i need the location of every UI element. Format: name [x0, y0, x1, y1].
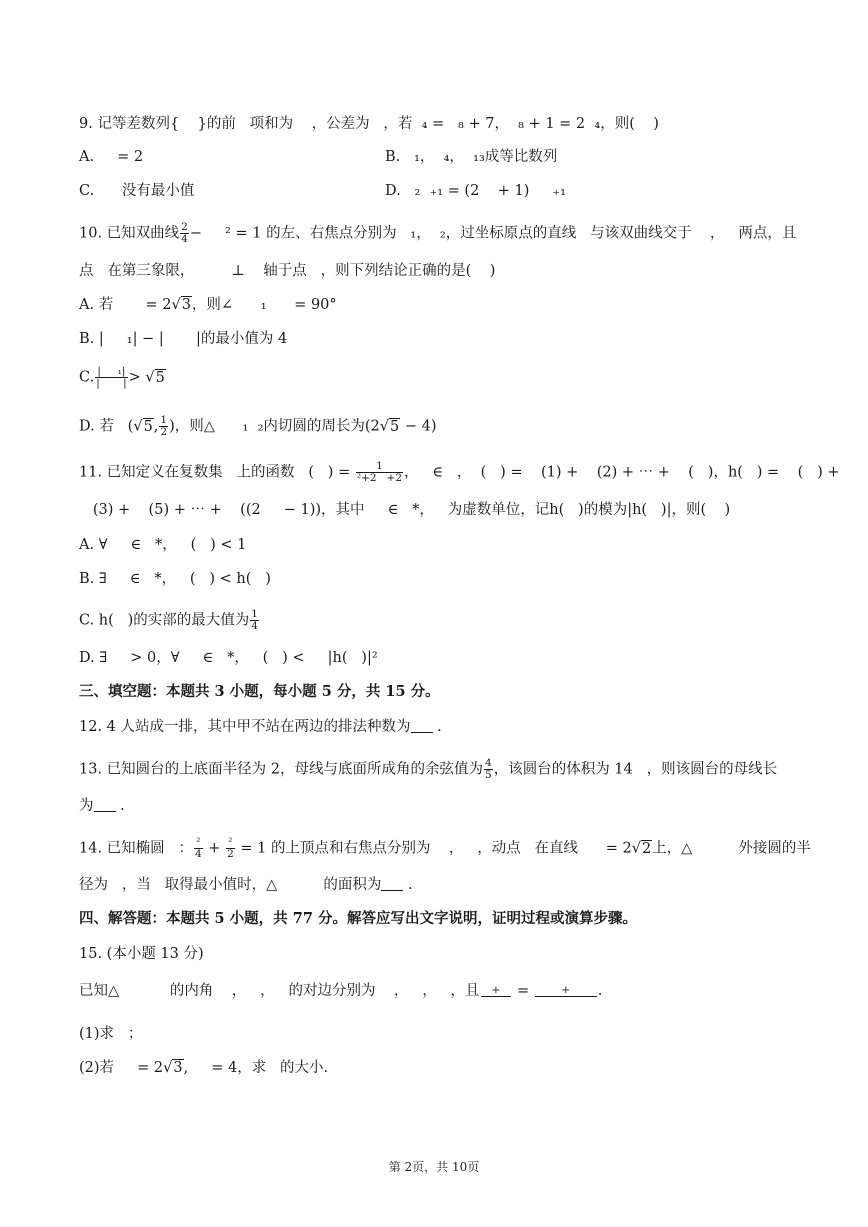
section-4-heading: 四、解答题：本题共 5 小题，共 77 分。解答应写出文字说明，证明过程或演算步骤。 — [79, 910, 637, 927]
q11-line1: 11. 已知定义在复数集 上的函数 ( ) = $\frac{1}{\text{²+2 +2}}$ ， ∈ ， ( ) = (1) + (2) + ⋯ + ( )，h( ) = ( ) + — [79, 460, 840, 484]
q11-option-c: C. h( )的实部的最大值为 $\frac{1}{4}$ — [79, 608, 258, 632]
q9-option-a: A. = 2 — [79, 149, 144, 165]
q10-option-d: D. 若 (√5, $\frac{1}{2}$ )，则△ ₁ ₂内切圆的周长为(2√5 − 4) — [79, 414, 437, 438]
q9-option-b: B. ₁， ₄， ₁₃成等比数列 — [385, 149, 558, 165]
q11-option-b: B. ∃ ∈ *， ( ) < h( ) — [79, 571, 271, 587]
q10-line1: 10. 已知双曲线 $\frac{2}{4}$ − ² = 1 的左、右焦点分别为 ₁， ₂，过坐标原点的直线 与该双曲线交于 ， 两点，且 — [79, 221, 797, 245]
q13-blank — [94, 797, 116, 812]
q11-option-a: A. ∀ ∈ *， ( ) < 1 — [79, 537, 247, 553]
q13-line1: 13. 已知圆台的上底面半径为 2，母线与底面所成角的余弦值为 $\frac{4}{5}$ ，该圆台的体积为 14 ，则该圆台的母线长 — [79, 757, 778, 781]
q9-option-d: D. ₂ ₊₁ = (2 + 1) ₊₁ — [385, 183, 566, 199]
q10-option-c: C. $\frac{\text{| ₁|}}{| |}$ > √5 — [79, 365, 165, 389]
q9-option-c: C. 没有最小值 — [79, 183, 195, 199]
q15-header: 15. (本小题 13 分) — [79, 946, 204, 962]
q14-line1: 14. 已知椭圆 ： $\frac{\text{²}}{4}$ + $\frac{\text{²}}{2}$ = 1 的上顶点和右焦点分别为 ， ，动点 在直线 = 2√2上，△ 外接圆的半 — [79, 836, 811, 860]
q15-given: 已知△ 的内角 ， ， 的对边分别为 ， ， ，且 + = + . — [79, 983, 603, 999]
section-3-heading: 三、填空题：本题共 3 小题，每小题 5 分，共 15 分。 — [79, 683, 440, 700]
q10-line2: 点 在第三象限， ⊥ 轴于点 ，则下列结论正确的是( ) — [79, 263, 496, 279]
q15-part2: (2)若 = 2√3, = 4，求 的大小. — [79, 1060, 329, 1076]
page-footer: 第 2页，共 10页 — [388, 1160, 480, 1174]
q15-part1: (1)求 ； — [79, 1026, 143, 1042]
q10-option-b: B. | ₁| − | |的最小值为 4 — [79, 331, 288, 347]
q14-line2: 径为 ，当 取得最小值时，△ 的面积为 . — [79, 877, 413, 893]
q9-stem: 9. 记等差数列{ }的前 项和为 ，公差为 ，若 ₄ = ₈ + 7， ₈ + 1 = 2 ₄，则( ) — [79, 116, 659, 132]
q12-blank — [411, 718, 433, 733]
q11-option-d: D. ∃ > 0，∀ ∈ *， ( ) < |h( )|² — [79, 650, 378, 666]
q11-line2: (3) + (5) + ⋯ + ((2 − 1))，其中 ∈ *， 为虚数单位，记h( )的模为|h( )|，则( ) — [79, 502, 731, 518]
q14-blank — [381, 876, 403, 891]
q10-option-a: A. 若 = 2√3，则∠ ₁ = 90° — [79, 297, 337, 313]
q13-line2: 为 . — [79, 798, 125, 814]
q12-text: 12. 4 人站成一排，其中甲不站在两边的排法种数为 . — [79, 719, 442, 735]
